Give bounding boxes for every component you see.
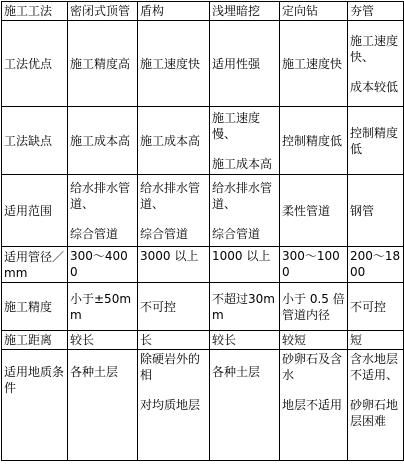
cell-text: 300～1000: [282, 249, 340, 279]
row-label-text: 适用管径／mm: [4, 249, 65, 280]
paragraph-gap: [212, 142, 277, 156]
paragraph-gap: [70, 212, 135, 226]
cell-text: 小于±50mm: [70, 291, 132, 322]
row-advantages: [2, 21, 404, 107]
row-label-text: 施工精度: [4, 299, 53, 314]
cell-text: 施工速度快: [282, 56, 343, 71]
cell-text: 适用性强: [212, 56, 261, 71]
cell-text: 控制精度低: [282, 133, 343, 148]
cell: [280, 175, 348, 247]
cell-text: 含水地层不适用、: [350, 352, 399, 382]
cell-text: 小于 0.5 倍: [282, 291, 345, 306]
row-label: [2, 350, 68, 461]
header-cell-pipe-ramming: 夯管: [348, 2, 404, 21]
cell: [348, 175, 404, 247]
row-label-text: 适用范围: [4, 203, 53, 218]
cell: [280, 107, 348, 175]
row-label: [2, 107, 68, 175]
row-label-text: 工法优点: [4, 56, 53, 71]
cell-text: 施工速度快: [140, 56, 201, 71]
row-label: [2, 247, 68, 283]
paragraph-gap: [212, 212, 277, 226]
cell: [280, 247, 348, 283]
cell-text: 1000 以上: [212, 249, 271, 263]
cell: [210, 175, 280, 247]
cell: [138, 283, 210, 331]
row-label: [2, 331, 68, 350]
cell: [68, 21, 138, 107]
cell-text: 300～4000: [70, 249, 128, 279]
cell-text: 管道内径: [282, 307, 331, 322]
cell: [68, 331, 138, 350]
cell-text: 施工成本高: [70, 133, 131, 148]
header-cell-shallow-tunneling: 浅埋暗挖: [210, 2, 280, 21]
cell: [68, 350, 138, 461]
cell-text: 柔性管道: [282, 203, 331, 218]
cell-text: 较短: [282, 333, 307, 347]
paragraph-gap: [350, 65, 401, 79]
cell-text: 综合管道: [140, 226, 189, 241]
cell: [280, 283, 348, 331]
paragraph-gap: [282, 383, 345, 397]
header-cell-pipe-jacking: 密闭式顶管: [68, 2, 138, 21]
row-scope: [2, 175, 404, 247]
paragraph-gap: [140, 383, 207, 397]
cell-text: 砂卵石地层困难: [350, 398, 399, 428]
cell-text: 3000 以上: [140, 249, 199, 263]
cell-text: 综合管道: [70, 226, 119, 241]
cell: [210, 331, 280, 350]
cell: [210, 21, 280, 107]
cell: [68, 107, 138, 175]
row-diameter: [2, 247, 404, 283]
cell-text: 地层不适用: [282, 398, 343, 412]
cell: [348, 107, 404, 175]
cell: [348, 21, 404, 107]
paragraph-gap: [140, 212, 207, 226]
cell-text: 给水排水管道、: [212, 180, 273, 211]
cell: [348, 283, 404, 331]
cell: [138, 247, 210, 283]
cell-text: 不可控: [350, 299, 387, 314]
header-cell-directional-drilling: 定向钻: [280, 2, 348, 21]
cell-text: 钢管: [350, 203, 375, 218]
cell: [210, 350, 280, 461]
cell-text: 长: [140, 333, 153, 347]
cell: [210, 107, 280, 175]
header-cell-method: 施工工法: [2, 2, 68, 21]
cell: [348, 331, 404, 350]
cell-text: 控制精度低: [350, 125, 399, 156]
cell: [280, 331, 348, 350]
cell-text: 各种土层: [212, 365, 261, 379]
row-precision: [2, 283, 404, 331]
cell-text: 较长: [212, 333, 237, 347]
cell: [138, 175, 210, 247]
row-label-text: 工法缺点: [4, 133, 53, 148]
row-label: [2, 283, 68, 331]
cell: [138, 107, 210, 175]
cell-text: 较长: [70, 333, 95, 347]
cell: [68, 175, 138, 247]
cell: [68, 247, 138, 283]
header-cell-shield: 盾构: [138, 2, 210, 21]
cell: [138, 331, 210, 350]
cell: [280, 21, 348, 107]
cell-text: 除硬岩外的相: [140, 352, 201, 382]
cell-text: 施工精度高: [70, 56, 131, 71]
cell: [138, 350, 210, 461]
cell: [210, 283, 280, 331]
cell-text: 给水排水管道、: [140, 180, 201, 211]
row-label: [2, 21, 68, 107]
cell: [68, 283, 138, 331]
row-label-text: 施工距离: [4, 333, 53, 347]
cell-text: 施工成本高: [212, 156, 273, 171]
header-row: [2, 2, 404, 21]
row-geology: [2, 350, 404, 461]
cell-text: 施工成本高: [140, 133, 201, 148]
cell-text: 不可控: [140, 299, 177, 314]
cell-text: 给水排水管道、: [70, 180, 131, 211]
cell-text: 对均质地层: [140, 398, 201, 412]
cell-text: 短: [350, 333, 363, 347]
row-disadvantages: [2, 107, 404, 175]
cell: [210, 247, 280, 283]
cell: [348, 350, 404, 461]
construction-method-comparison-table: [1, 1, 404, 461]
cell-text: 200～1800: [350, 249, 401, 279]
cell: [348, 247, 404, 283]
cell-text: 不超过30mm: [212, 291, 275, 322]
cell-text: 成本较低: [350, 79, 399, 94]
cell: [138, 21, 210, 107]
cell-text: 综合管道: [212, 226, 261, 241]
cell: [280, 350, 348, 461]
row-distance: [2, 331, 404, 350]
row-label: [2, 175, 68, 247]
cell-text: 施工速度快、: [350, 33, 399, 64]
paragraph-gap: [350, 383, 401, 397]
row-label-text: 适用地质条件: [4, 365, 65, 395]
cell-text: 砂卵石及含水: [282, 352, 343, 382]
cell-text: 施工速度慢、: [212, 110, 261, 141]
cell-text: 各种土层: [70, 365, 119, 379]
